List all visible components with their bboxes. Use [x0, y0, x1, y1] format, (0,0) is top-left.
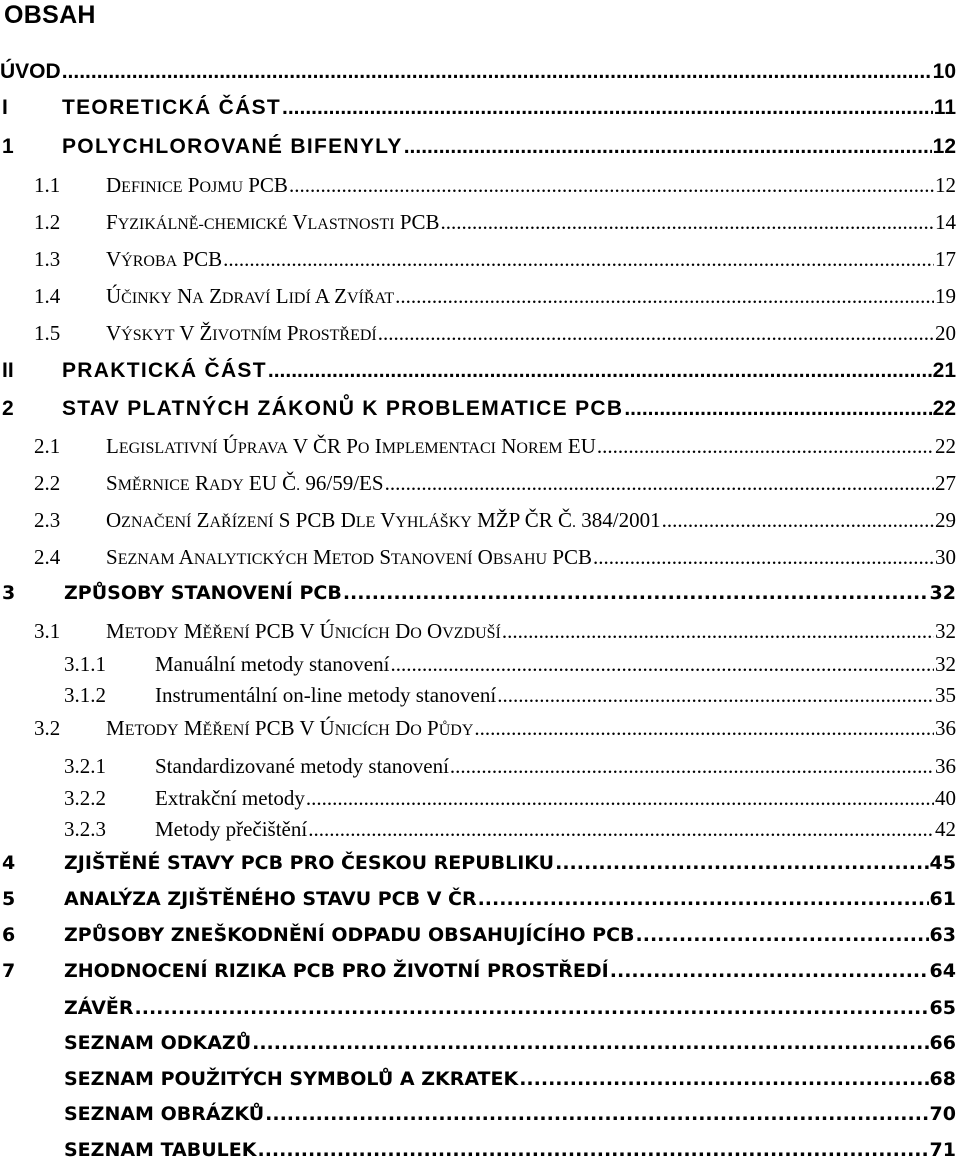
toc-entry-page: 32 — [935, 652, 956, 676]
toc-entry-title: Extrakční metody — [155, 786, 305, 810]
toc-entry-page: 40 — [935, 786, 956, 810]
toc-entry-title: VÝROBA PCB — [106, 247, 223, 271]
toc-dot-leader — [610, 960, 929, 982]
toc-entry-title: Manuální metody stanovení — [155, 652, 390, 676]
toc-dot-leader — [252, 1032, 928, 1054]
toc-dot-leader — [223, 247, 934, 272]
toc-entry-title: ZHODNOCENÍ RIZIKA PCB PRO ŽIVOTNÍ PROSTŘEDÍ — [64, 960, 609, 982]
toc-entry-number: II — [2, 359, 14, 382]
toc-dot-leader — [390, 652, 934, 677]
toc-entry[interactable] — [0, 852, 956, 882]
toc-dot-leader — [497, 683, 934, 708]
toc-dot-leader — [662, 508, 934, 533]
toc-entry-page: 10 — [932, 60, 956, 83]
toc-entry-page: 36 — [935, 716, 956, 740]
toc-entry-title: TEORETICKÁ ČÁST — [62, 96, 281, 119]
toc-entry-number: 1.3 — [34, 247, 61, 271]
toc-entry-number: 2 — [2, 397, 14, 420]
toc-dot-leader — [624, 397, 931, 421]
toc-dot-leader — [385, 471, 934, 496]
toc-dot-leader — [450, 754, 934, 779]
toc-entry-number: 3.2 — [34, 716, 61, 740]
toc-entry-page: 17 — [935, 247, 956, 271]
toc-entry-title: LEGISLATIVNÍ ÚPRAVA V ČR PO IMPLEMENTACI NOREM EU — [106, 434, 596, 458]
toc-entry[interactable] — [0, 247, 956, 277]
toc-entry-number: 2.2 — [34, 471, 61, 495]
toc-entry-page: 11 — [933, 96, 956, 119]
toc-entry[interactable] — [0, 284, 956, 314]
toc-dot-leader — [597, 434, 934, 459]
toc-entry[interactable] — [0, 1103, 956, 1133]
toc-entry-title: ZJIŠTĚNÉ STAVY PCB PRO ČESKOU REPUBLIKU — [64, 852, 555, 874]
toc-dot-leader — [519, 1068, 928, 1090]
toc-entry-page: 68 — [929, 1068, 956, 1090]
toc-entry-page: 70 — [929, 1103, 956, 1125]
toc-dot-leader — [265, 1103, 928, 1125]
toc-entry-page: 14 — [935, 210, 956, 234]
toc-entry[interactable] — [0, 1068, 956, 1098]
toc-dot-leader — [343, 582, 929, 604]
toc-entry[interactable] — [0, 582, 956, 612]
toc-entry[interactable] — [0, 1032, 956, 1062]
toc-entry-number: 1.4 — [34, 284, 61, 308]
toc-entry-number: 1.1 — [34, 173, 61, 197]
toc-dot-leader — [636, 924, 929, 946]
toc-entry-page: 30 — [935, 545, 956, 569]
toc-entry-number: 3.1.2 — [64, 683, 106, 707]
toc-entry-page: 42 — [935, 817, 956, 841]
toc-entry-page: 22 — [935, 434, 956, 458]
toc-entry-title: ZPŮSOBY STANOVENÍ PCB — [64, 582, 342, 604]
toc-entry-number: I — [2, 96, 8, 119]
toc-entry-number: 5 — [2, 888, 16, 910]
toc-entry-title: OZNAČENÍ ZAŘÍZENÍ S PCB DLE VYHLÁŠKY MŽP ČR Č. 384/2001 — [106, 508, 661, 532]
toc-entry[interactable] — [0, 210, 956, 240]
toc-entry[interactable] — [0, 321, 956, 351]
toc-dot-leader — [395, 284, 934, 309]
toc-entry-title: METODY MĚŘENÍ PCB V ÚNICÍCH DO OVZDUŠÍ — [106, 619, 501, 643]
toc-entry-page: 32 — [929, 582, 956, 604]
toc-dot-leader — [135, 997, 929, 1019]
toc-dot-leader — [268, 359, 932, 383]
toc-entry-page: 32 — [935, 619, 956, 643]
toc-entry[interactable] — [0, 888, 956, 918]
toc-entry[interactable] — [0, 471, 956, 501]
toc-dot-leader — [257, 1139, 928, 1161]
toc-entry-page: 63 — [929, 924, 956, 946]
toc-entry-number: 2.4 — [34, 545, 61, 569]
toc-entry-number: 3.1.1 — [64, 652, 106, 676]
toc-dot-leader — [282, 96, 933, 120]
toc-entry-number: 1 — [2, 135, 14, 158]
toc-entry[interactable] — [0, 619, 956, 649]
toc-entry[interactable] — [0, 716, 956, 746]
toc-entry[interactable] — [0, 60, 956, 90]
toc-entry-number: 4 — [2, 852, 16, 874]
toc-entry-title: ZÁVĚR — [64, 997, 134, 1019]
toc-entry-number: 2.3 — [34, 508, 61, 532]
toc-entry-title: VÝSKYT V ŽIVOTNÍM PROSTŘEDÍ — [106, 321, 377, 345]
toc-entry-page: 35 — [935, 683, 956, 707]
toc-entry-title: SMĚRNICE RADY EU Č. 96/59/ES — [106, 471, 384, 495]
toc-entry-title: SEZNAM ANALYTICKÝCH METOD STANOVENÍ OBSAHU PCB — [106, 545, 593, 569]
toc-entry-page: 20 — [935, 321, 956, 345]
toc-entry-number: 1.5 — [34, 321, 61, 345]
toc-entry-page: 21 — [932, 359, 956, 382]
toc-entry-title: SEZNAM OBRÁZKŮ — [64, 1103, 265, 1125]
toc-entry[interactable] — [0, 135, 956, 165]
toc-entry-title: SEZNAM POUŽITÝCH SYMBOLŮ A ZKRATEK — [64, 1068, 519, 1090]
toc-entry[interactable] — [0, 960, 956, 990]
toc-dot-leader — [308, 817, 934, 842]
toc-entry-page: 12 — [935, 173, 956, 197]
toc-entry-title: ANALÝZA ZJIŠTĚNÉHO STAVU PCB V ČR — [64, 888, 477, 910]
toc-entry[interactable] — [0, 817, 956, 847]
toc-entry-page: 29 — [935, 508, 956, 532]
toc-entry-title: FYZIKÁLNĚ-CHEMICKÉ VLASTNOSTI PCB — [106, 210, 440, 234]
toc-entry[interactable] — [0, 545, 956, 575]
page-title: OBSAH — [4, 1, 96, 29]
toc-entry-page: 12 — [932, 135, 956, 158]
toc-entry-title: ÚČINKY NA ZDRAVÍ LIDÍ A ZVÍŘAT — [106, 284, 395, 308]
toc-dot-leader — [306, 786, 934, 811]
toc-dot-leader — [478, 888, 929, 910]
toc-dot-leader — [593, 545, 934, 570]
toc-entry-number: 6 — [2, 924, 16, 946]
toc-entry-number: 3 — [2, 582, 16, 604]
toc-entry-page: 27 — [935, 471, 956, 495]
toc-dot-leader — [474, 716, 934, 741]
toc-entry-page: 66 — [929, 1032, 956, 1054]
toc-dot-leader — [62, 60, 932, 84]
toc-entry-title: SEZNAM ODKAZŮ — [64, 1032, 252, 1054]
toc-entry-title: Instrumentální on-line metody stanovení — [155, 683, 497, 707]
toc-entry-number: 1.2 — [34, 210, 61, 234]
toc-entry[interactable] — [0, 508, 956, 538]
toc-entry-page: 65 — [929, 997, 956, 1019]
toc-entry-page: 61 — [929, 888, 956, 910]
toc-dot-leader — [378, 321, 934, 346]
toc-entry-page: 45 — [929, 852, 956, 874]
toc-entry[interactable] — [0, 397, 956, 427]
toc-entry-title: POLYCHLOROVANÉ BIFENYLY — [62, 135, 403, 158]
toc-entry[interactable] — [0, 173, 956, 203]
toc-entry[interactable] — [0, 683, 956, 713]
toc-entry[interactable] — [0, 997, 956, 1027]
toc-entry-title: PRAKTICKÁ ČÁST — [62, 359, 267, 382]
toc-entry-page: 71 — [929, 1139, 956, 1161]
toc-entry-number: 3.2.2 — [64, 786, 106, 810]
toc-dot-leader — [555, 852, 928, 874]
toc-entry[interactable] — [0, 786, 956, 816]
toc-entry[interactable] — [0, 754, 956, 784]
toc-entry-page: 64 — [929, 960, 956, 982]
toc-entry-title: SEZNAM TABULEK — [64, 1139, 257, 1161]
toc-entry-number: 3.2.3 — [64, 817, 106, 841]
toc-entry-number: 3.2.1 — [64, 754, 106, 778]
toc-entry-number: 2.1 — [34, 434, 61, 458]
toc-entry[interactable] — [0, 1139, 956, 1169]
toc-entry-page: 36 — [935, 754, 956, 778]
toc-dot-leader — [441, 210, 934, 235]
toc-entry-title: METODY MĚŘENÍ PCB V ÚNICÍCH DO PŮDY — [106, 716, 474, 740]
toc-dot-leader — [404, 135, 932, 159]
toc-entry-title: DEFINICE POJMU PCB — [106, 173, 288, 197]
toc-entry-page: 19 — [935, 284, 956, 308]
toc-entry-title: ZPŮSOBY ZNEŠKODNĚNÍ ODPADU OBSAHUJÍCÍHO PCB — [64, 924, 635, 946]
toc-entry-title: ÚVOD — [0, 60, 61, 83]
toc-entry-title: STAV PLATNÝCH ZÁKONŮ K PROBLEMATICE PCB — [62, 397, 624, 420]
toc-dot-leader — [289, 173, 934, 198]
toc-entry-number: 3.1 — [34, 619, 61, 643]
toc-entry[interactable] — [0, 434, 956, 464]
toc-entry[interactable] — [0, 652, 956, 682]
toc-dot-leader — [502, 619, 934, 644]
toc-entry[interactable] — [0, 96, 956, 126]
toc-entry-number: 7 — [2, 960, 16, 982]
toc-entry-page: 22 — [932, 397, 956, 420]
toc-entry-title: Metody přečištění — [155, 817, 308, 841]
toc-entry-title: Standardizované metody stanovení — [155, 754, 449, 778]
toc-entry[interactable] — [0, 359, 956, 389]
toc-entry[interactable] — [0, 924, 956, 954]
